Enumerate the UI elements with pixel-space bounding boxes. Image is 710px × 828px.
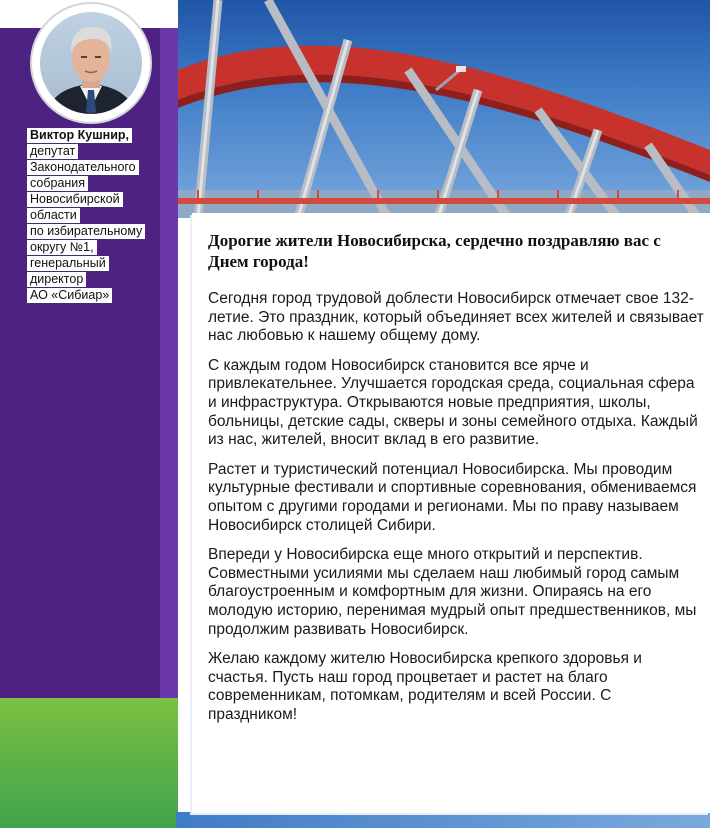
bridge-photo [178,0,710,218]
author-title-line: области [27,208,80,223]
greeting-body [208,290,704,735]
greeting-headline: Дорогие жители Новосибирска, сердечно поздравляю вас с Днем города! [208,231,661,271]
portrait-illustration [40,12,142,114]
author-title-line: округу №1, [27,240,97,255]
author-sidebar [0,0,178,828]
author-title-line: Законодательного [27,160,139,175]
body-paragraph: Растет и туристический потенциал Новосибирска. Мы проводим культурные фестивали и спортивные соревнования, обмениваемся опытом с другими городами и регионами. Мы по праву называем Новосибирск столицей Сибири. [208,460,697,534]
author-caption [27,128,167,304]
author-title-line: Новосибирской [27,192,123,207]
author-title-line: АО «Сибиар» [27,288,112,303]
author-title-line: по избирательному [27,224,145,239]
green-sidebar-panel [0,698,178,828]
body-paragraph: Сегодня город трудовой доблести Новосибирск отмечает свое 132-летие. Это праздник, который объединяет всех жителей и связывает нас любовью к нашему общему дому. [208,290,704,345]
author-title-line: собрания [27,176,88,191]
author-title-line: депутат [27,144,78,159]
author-name: Виктор Кушнир, [27,128,132,143]
author-title-line: генеральный [27,256,109,271]
author-avatar [40,12,142,114]
author-title-line: директор [27,272,86,287]
body-paragraph: Впереди у Новосибирска еще много открытий и перспектив. Совместными усилиями мы сделаем наш любимый город самым благоустроенным и комфортным для жизни. Опираясь на его молодую историю, перенимая мудрый опыт предшественников, мы продолжим развивать Новосибирск. [208,546,697,638]
bridge-illustration [178,0,710,218]
card-bottom-band [176,812,710,828]
body-paragraph: С каждым годом Новосибирск становится все ярче и привлекательнее. Улучшается городская среда, социальная сфера и инфраструктура. Открываются новые предприятия, школы, больницы, детские сады, скверы и зоны семейного отдыха. Каждый из нас, жителей, вносит вклад в его развитие. [208,356,698,449]
body-paragraph: Желаю каждому жителю Новосибирска крепкого здоровья и счастья. Пусть наш город процветает и растет на благо современникам, потомкам, родителям и всей России. С праздником! [208,650,642,723]
